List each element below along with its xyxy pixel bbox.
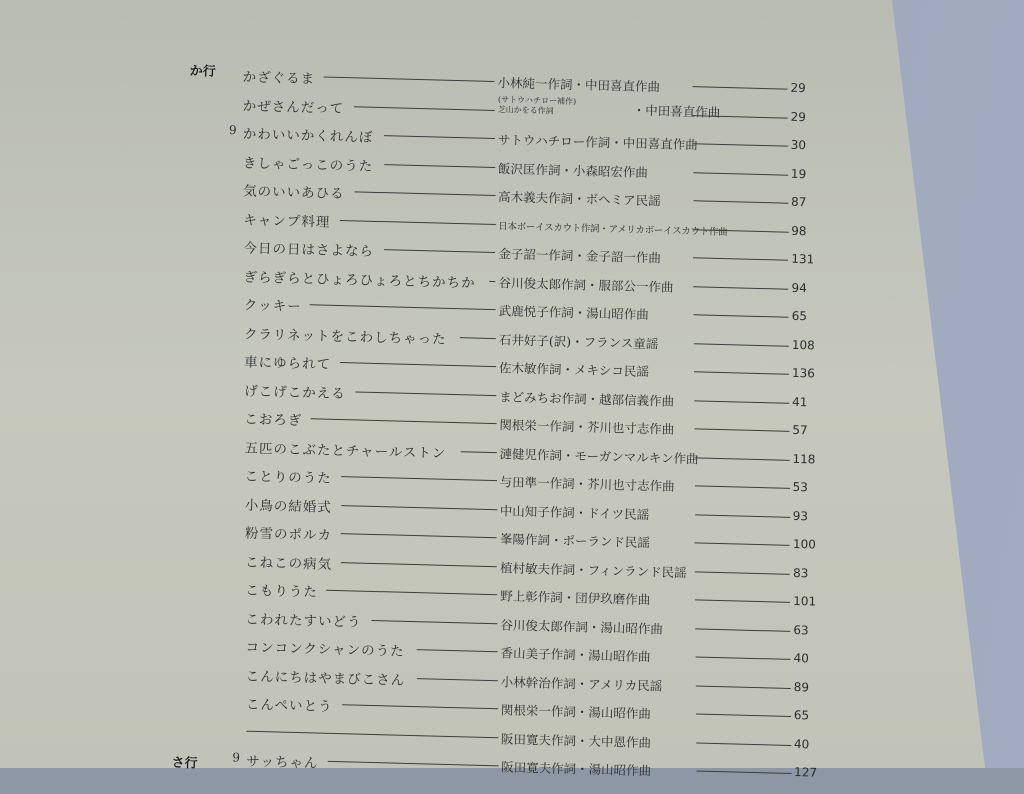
leader-line	[341, 505, 497, 510]
leader-line	[324, 77, 495, 82]
leader-line	[696, 713, 791, 716]
leader-line	[694, 457, 789, 460]
page-number: 65	[793, 708, 810, 723]
leader-line	[693, 200, 788, 203]
song-title: かぜさんだって	[242, 97, 345, 117]
entry-mark: 9	[232, 750, 241, 765]
song-credit: 小林幹治作詞・アメリカ民謡	[500, 673, 663, 694]
song-credit: 関根栄一作詞・湯山昭作曲	[500, 702, 652, 722]
section-label-sa: さ行	[171, 755, 198, 772]
song-title: ぎらぎらとひょろひょろとちかちか	[243, 268, 476, 292]
leader-line	[693, 172, 788, 175]
song-credit: 植村敏夫作詞・フィンランド民謡	[499, 559, 687, 580]
song-title: こもりうた	[245, 582, 319, 601]
leader-line	[696, 685, 791, 688]
song-title: サッちゃん	[246, 753, 319, 772]
song-title: ことりのうた	[244, 468, 332, 487]
entry-mark: 9	[228, 123, 237, 138]
page-number: 136	[791, 365, 816, 381]
song-credit: 峯陽作詞・ポーランド民謡	[499, 531, 651, 551]
page-number: 101	[793, 593, 817, 609]
leader-line	[490, 280, 496, 281]
leader-line	[693, 143, 788, 146]
leader-line	[695, 599, 790, 602]
song-title: こんにちはやまびこさん	[245, 668, 406, 689]
leader-line	[694, 286, 789, 289]
page-number: 108	[791, 337, 815, 352]
leader-line	[339, 219, 495, 224]
page-number: 29	[790, 109, 807, 124]
page-number: 53	[792, 479, 809, 495]
song-title: かわいいかくれんぼ	[242, 126, 374, 146]
page-number: 87	[790, 194, 807, 210]
leader-line	[310, 418, 496, 424]
leader-line	[384, 135, 495, 139]
page-number: 63	[793, 622, 809, 637]
page-number: 40	[793, 736, 810, 751]
song-credit: 飯沢匡作詞・小森昭宏作曲	[497, 160, 649, 180]
song-credit: 金子詔一作詞・金子詔一作曲	[498, 246, 662, 266]
song-title: コンコンクシャンのうた	[245, 639, 405, 660]
song-title: かざぐるま	[242, 69, 316, 88]
page-number: 83	[792, 565, 809, 580]
leader-line	[695, 485, 790, 488]
song-title: 車にゆられて	[243, 354, 332, 373]
song-credit: 谷川俊太郎作詞・湯山昭作曲	[500, 616, 664, 637]
credit-note: (サトウハチロー補作)	[497, 94, 577, 106]
page-number: 100	[792, 536, 817, 552]
credit-composer: ・中田喜直作曲	[632, 102, 721, 120]
song-title: クッキー	[243, 297, 302, 316]
leader-line	[696, 656, 791, 659]
page-number: 57	[792, 422, 808, 438]
leader-line	[340, 362, 496, 367]
leader-line	[695, 542, 790, 545]
song-title: こおろぎ	[244, 411, 303, 430]
song-credit: 阪田寛夫作詞・湯山昭作曲	[500, 759, 652, 779]
song-credit: 小林純一作詞・中田喜直作曲	[497, 75, 661, 95]
page-number: 93	[792, 508, 809, 523]
leader-line	[327, 761, 498, 766]
page-number: 29	[790, 80, 806, 96]
song-title: キャンプ料理	[243, 211, 331, 231]
page-number: 98	[791, 223, 807, 238]
song-title: げこげこかえる	[244, 383, 346, 402]
leader-line	[694, 371, 789, 374]
song-title: 粉雪のポルカ	[244, 525, 333, 544]
credit-lyricist: 芝山かをる作詞	[497, 104, 554, 116]
song-title: 小鳥の結婚式	[244, 497, 333, 516]
leader-line	[695, 514, 790, 517]
leader-line	[371, 619, 497, 623]
song-credit: 阪田寛夫作詞・大中恩作曲	[500, 730, 652, 750]
leader-line	[417, 678, 498, 681]
song-credit: 高木義夫作詞・ボヘミア民謡	[497, 189, 661, 209]
leader-line	[354, 106, 495, 111]
song-credit: 石井好子(訳)・フランス童謡	[498, 331, 659, 351]
leader-line	[384, 164, 495, 168]
leader-line	[354, 191, 495, 196]
song-credit: 中山知子作詞・ドイツ民謡	[499, 502, 650, 522]
song-title: こわれたすいどう	[245, 611, 362, 631]
leader-line	[461, 451, 497, 453]
song-title: きしゃごっこのうた	[242, 154, 374, 175]
leader-line	[695, 571, 790, 574]
page-number: 131	[791, 251, 815, 267]
song-credit: 武鹿悦子作詞・湯山昭作曲	[498, 303, 649, 323]
leader-line	[460, 337, 496, 339]
leader-line	[696, 770, 791, 773]
leader-line	[696, 742, 791, 745]
leader-line	[694, 343, 789, 346]
page-number: 19	[790, 166, 807, 181]
song-credit: 佐木敏作詞・メキシコ民謡	[498, 360, 650, 380]
page-number: 65	[791, 308, 808, 324]
section-label-ka: か行	[189, 63, 216, 80]
page-number: 30	[790, 137, 807, 153]
song-credit: 漣健児作詞・モーガンマルキン作曲	[499, 445, 699, 466]
song-credit: 野上彰作詞・団伊玖磨作曲	[500, 588, 651, 608]
leader-line	[694, 428, 789, 431]
song-title: 今日の日はさよなら	[243, 240, 375, 260]
page-number: 118	[792, 451, 816, 467]
leader-line	[417, 649, 498, 652]
song-credit: 関根栄一作詞・芥川也寸志作曲	[499, 417, 675, 437]
page-number: 127	[793, 765, 818, 780]
page-number: 89	[793, 679, 810, 694]
song-credit: まどみちお作詞・越部信義作曲	[498, 388, 675, 409]
leader-line	[694, 400, 789, 403]
song-title: 五匹のこぶたとチャールストン	[244, 440, 447, 462]
song-credit: 与田準一作詞・芥川也寸志作曲	[499, 474, 675, 494]
song-title: 気のいいあひる	[242, 183, 345, 203]
leader-line	[341, 476, 497, 481]
song-credit: 香山美子作詞・湯山昭作曲	[500, 645, 651, 665]
leader-line	[310, 304, 496, 310]
leader-line	[692, 86, 787, 89]
leader-line	[694, 314, 789, 317]
leader-line	[246, 730, 498, 738]
leader-line	[326, 590, 497, 595]
song-credit: 日本ボーイスカウト作詞・アメリカボーイスカウト作曲	[498, 220, 728, 238]
leader-line	[341, 562, 497, 567]
song-credit: サトウハチロー作詞・中田喜直作曲	[497, 132, 698, 153]
song-credit	[497, 94, 721, 120]
page-number: 40	[793, 651, 810, 666]
leader-line	[341, 533, 497, 538]
song-title: こんぺいとう	[245, 696, 333, 715]
leader-line	[355, 391, 496, 396]
page-number: 41	[791, 394, 808, 409]
leader-line	[342, 704, 498, 709]
song-title: クラリネットをこわしちゃった	[243, 326, 447, 348]
song-title: こねこの病気	[244, 554, 333, 573]
leader-line	[693, 257, 788, 260]
leader-line	[695, 628, 790, 631]
song-credit: 谷川俊太郎作詞・服部公一作曲	[498, 274, 674, 295]
page-number: 94	[791, 280, 808, 295]
leader-line	[384, 249, 495, 253]
